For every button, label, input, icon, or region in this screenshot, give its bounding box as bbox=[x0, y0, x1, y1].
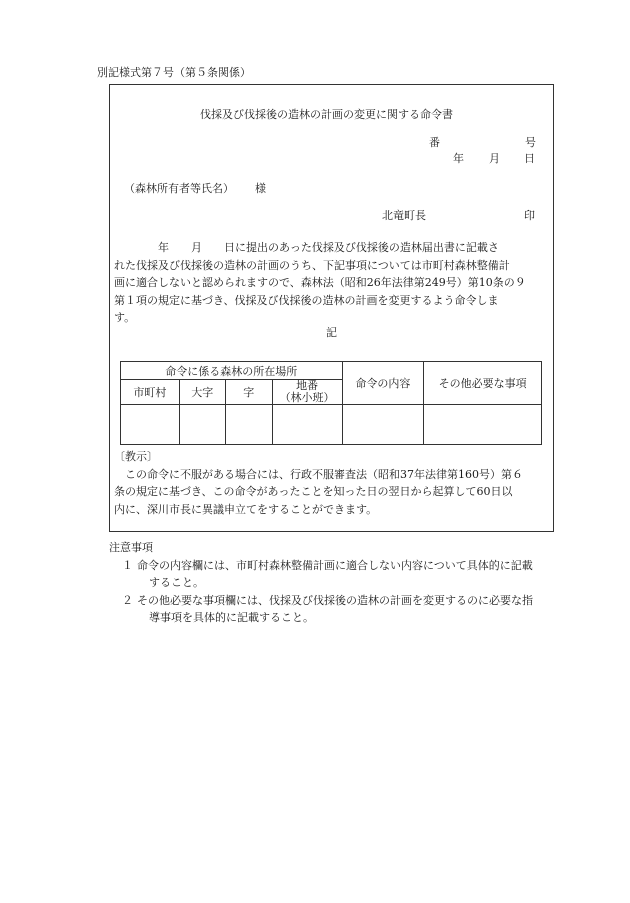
notice-line: 条の規定に基づき、この命令があったことを知った日の翌日から起算して60日以 bbox=[114, 485, 513, 498]
notes-title: 注意事項 bbox=[109, 541, 153, 554]
body-line: す。 bbox=[114, 311, 136, 324]
ki-heading: 記 bbox=[326, 326, 337, 339]
document-title: 伐採及び伐採後の造林の計画の変更に関する命令書 bbox=[200, 108, 453, 121]
location-table bbox=[120, 361, 542, 445]
lot-number-cell bbox=[272, 405, 342, 445]
addressee-honorific: 様 bbox=[255, 182, 266, 195]
note-number: ２ bbox=[122, 593, 133, 607]
body-line: 第１項の規定に基づき、伐採及び伐採後の造林の計画を変更するよう命令しま bbox=[114, 293, 499, 307]
notice-section bbox=[114, 448, 550, 518]
notice-label: 〔教示〕 bbox=[114, 450, 158, 463]
lot-sub-label: （林小班） bbox=[279, 391, 335, 404]
note-line: すること。 bbox=[149, 576, 204, 589]
content-header: 命令の内容 bbox=[342, 362, 424, 405]
seal-mark: 印 bbox=[524, 209, 535, 222]
number-label: 番 bbox=[429, 136, 440, 149]
note-item bbox=[109, 592, 559, 627]
oaza-cell bbox=[179, 405, 225, 445]
municipality-cell bbox=[121, 405, 180, 445]
note-line: 導事項を具体的に記載すること。 bbox=[149, 611, 314, 624]
note-line: 命令の内容欄には、市町村森林整備計画に適合しない内容について具体的に記載 bbox=[137, 558, 533, 572]
aza-header: 字 bbox=[225, 380, 272, 405]
number-suffix: 号 bbox=[525, 136, 536, 149]
issuer-name: 北竜町長 bbox=[382, 209, 426, 222]
body-line: 画に適合しないと認められますので、森林法（昭和26年法律第249号）第10条の９ bbox=[114, 276, 526, 289]
notice-line: この命令に不服がある場合には、行政不服審査法（昭和37年法律第160号）第６ bbox=[114, 467, 523, 481]
form-label: 別記様式第７号（第５条関係） bbox=[97, 66, 251, 79]
date-day: 日 bbox=[524, 152, 535, 165]
date-month: 月 bbox=[489, 152, 500, 165]
notice-line: 内に、深川市長に異議申立てをすることができます。 bbox=[114, 502, 378, 516]
location-header: 命令に係る森林の所在場所 bbox=[121, 362, 343, 380]
notes-section bbox=[109, 539, 559, 627]
note-item bbox=[109, 557, 559, 592]
aza-cell bbox=[225, 405, 272, 445]
note-number: １ bbox=[122, 558, 133, 572]
other-cell bbox=[424, 405, 542, 445]
lot-number-label: 地番 bbox=[296, 379, 319, 392]
date-year: 年 bbox=[453, 152, 464, 165]
lot-number-header bbox=[272, 380, 342, 405]
oaza-header: 大字 bbox=[179, 380, 225, 405]
addressee-label: （森林所有者等氏名） bbox=[124, 182, 234, 195]
order-body bbox=[114, 239, 550, 327]
body-line: れた伐採及び伐採後の造林の計画のうち、下記事項については市町村森林整備計 bbox=[114, 258, 510, 272]
other-header: その他必要な事項 bbox=[424, 362, 542, 405]
body-line: 年 月 日に提出のあった伐採及び伐採後の造林届出書に記載さ bbox=[114, 241, 499, 254]
municipality-header: 市町村 bbox=[121, 380, 180, 405]
note-line: その他必要な事項欄には、伐採及び伐採後の造林の計画を変更するのに必要な指 bbox=[137, 593, 533, 607]
content-cell bbox=[342, 405, 424, 445]
